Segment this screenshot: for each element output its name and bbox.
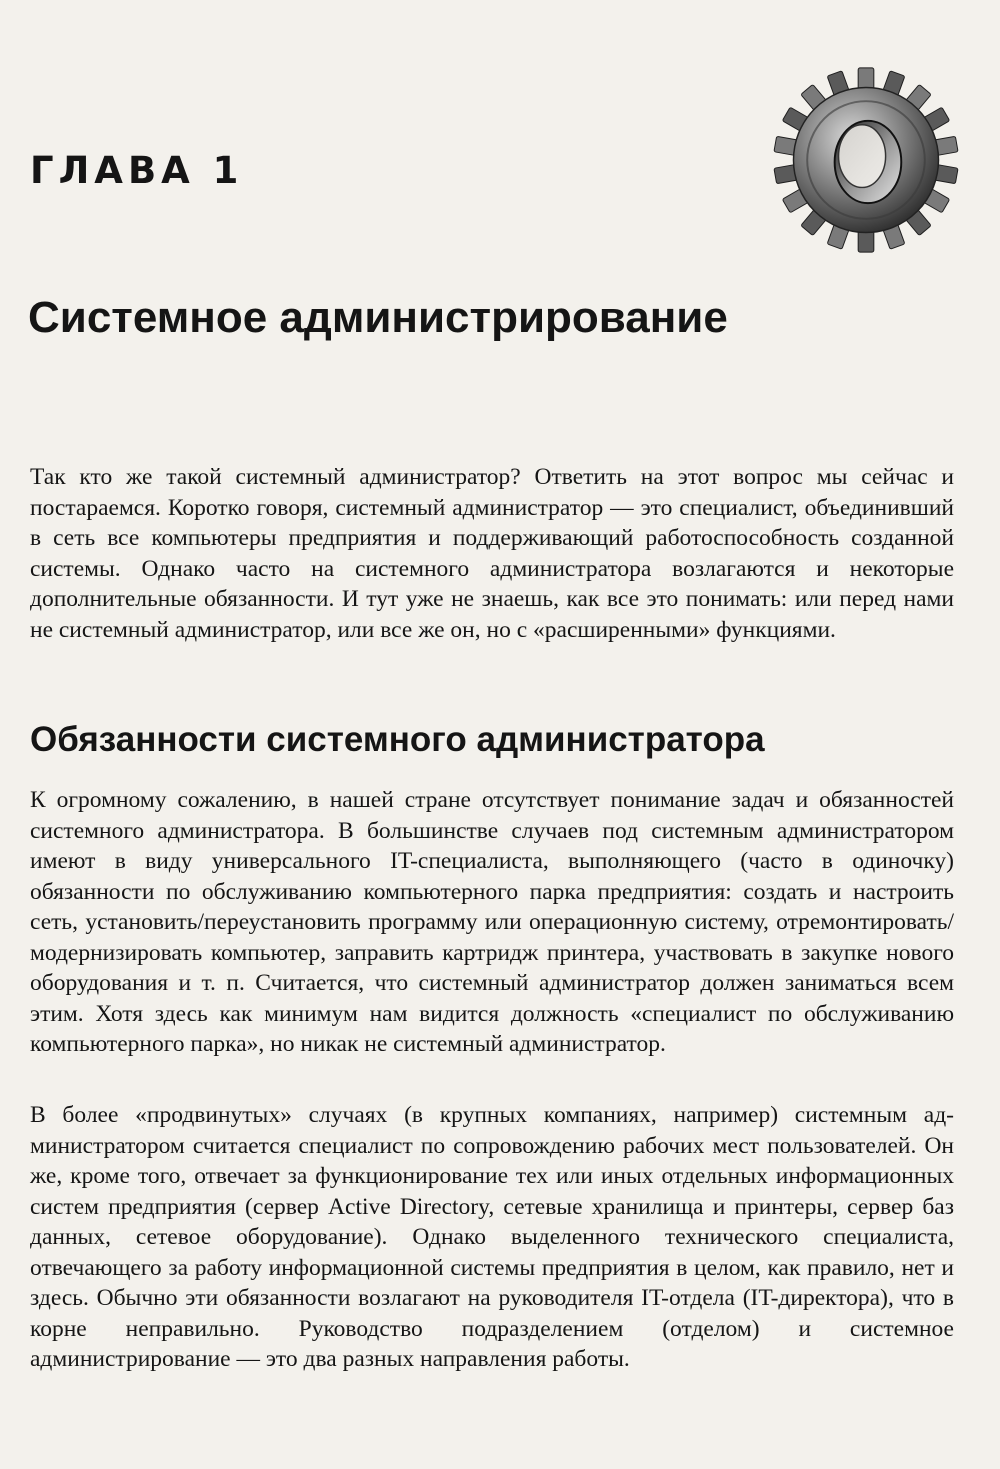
section-title: Обязанности системного администратора — [30, 720, 765, 759]
chapter-label: ГЛАВА 1 — [30, 149, 244, 192]
section-paragraph: К огромному сожалению, в нашей стране отсутствует понимание задач и обязанностей системного администратора. В большинстве случаев под системным администратором имеют в виду универсального IT-специалиста, выполняющего (часто в одиночку) обязанности по обслуживанию компьютерного парка предприятия: создать и настроить сеть, установить/переустановить программу или операционную систему, отремонтировать/модернизировать компьютер, заправить картридж принтера, участвовать в закупке нового оборудования и т. п. Считается, что системный администратор должен заниматься всем этим. Хотя здесь как минимум нам видится должность «специалист по обслуживанию компьютерного парка», но никак не системный администратор. — [30, 787, 954, 1057]
section-paragraph: В более «продвинутых» случаях (в крупных компаниях, например) системным администратором считается специалист по сопровождению рабочих мест пользователей. Он же, кроме того, отвечает за функционирование тех или иных отдельных информационных систем предприятия (сервер Active Directory, сетевые хранилища и принтеры, сервер баз данных, сетевое оборудование). Однако выделенного технического специалиста, отвечающего за работу информационной системы предприятия в целом, как правило, нет и здесь. Обычно эти обязанности возлагают на руководителя IT-отдела (IT-директора), что в корне неправильно. Руководство подразделением (отделом) и системное администрирование — это два разных направления работы. — [30, 1102, 954, 1372]
gear-icon — [768, 58, 964, 262]
intro-paragraph: Так кто же такой системный администратор? Ответить на этот вопрос мы сейчас и постараемся. Коротко говоря, системный администратор — это специалист, объединивший в сеть все компьютеры предприятия и поддерживающий работоспособность созданной системы. Однако часто на системного администратора возлагаются и некоторые дополнительные обязанности. И тут уже не знаешь, как все это понимать: или перед нами не системный администратор, или все же он, но с «расширенными» функциями. — [30, 464, 954, 643]
chapter-title: Системное администрирование — [28, 293, 728, 342]
